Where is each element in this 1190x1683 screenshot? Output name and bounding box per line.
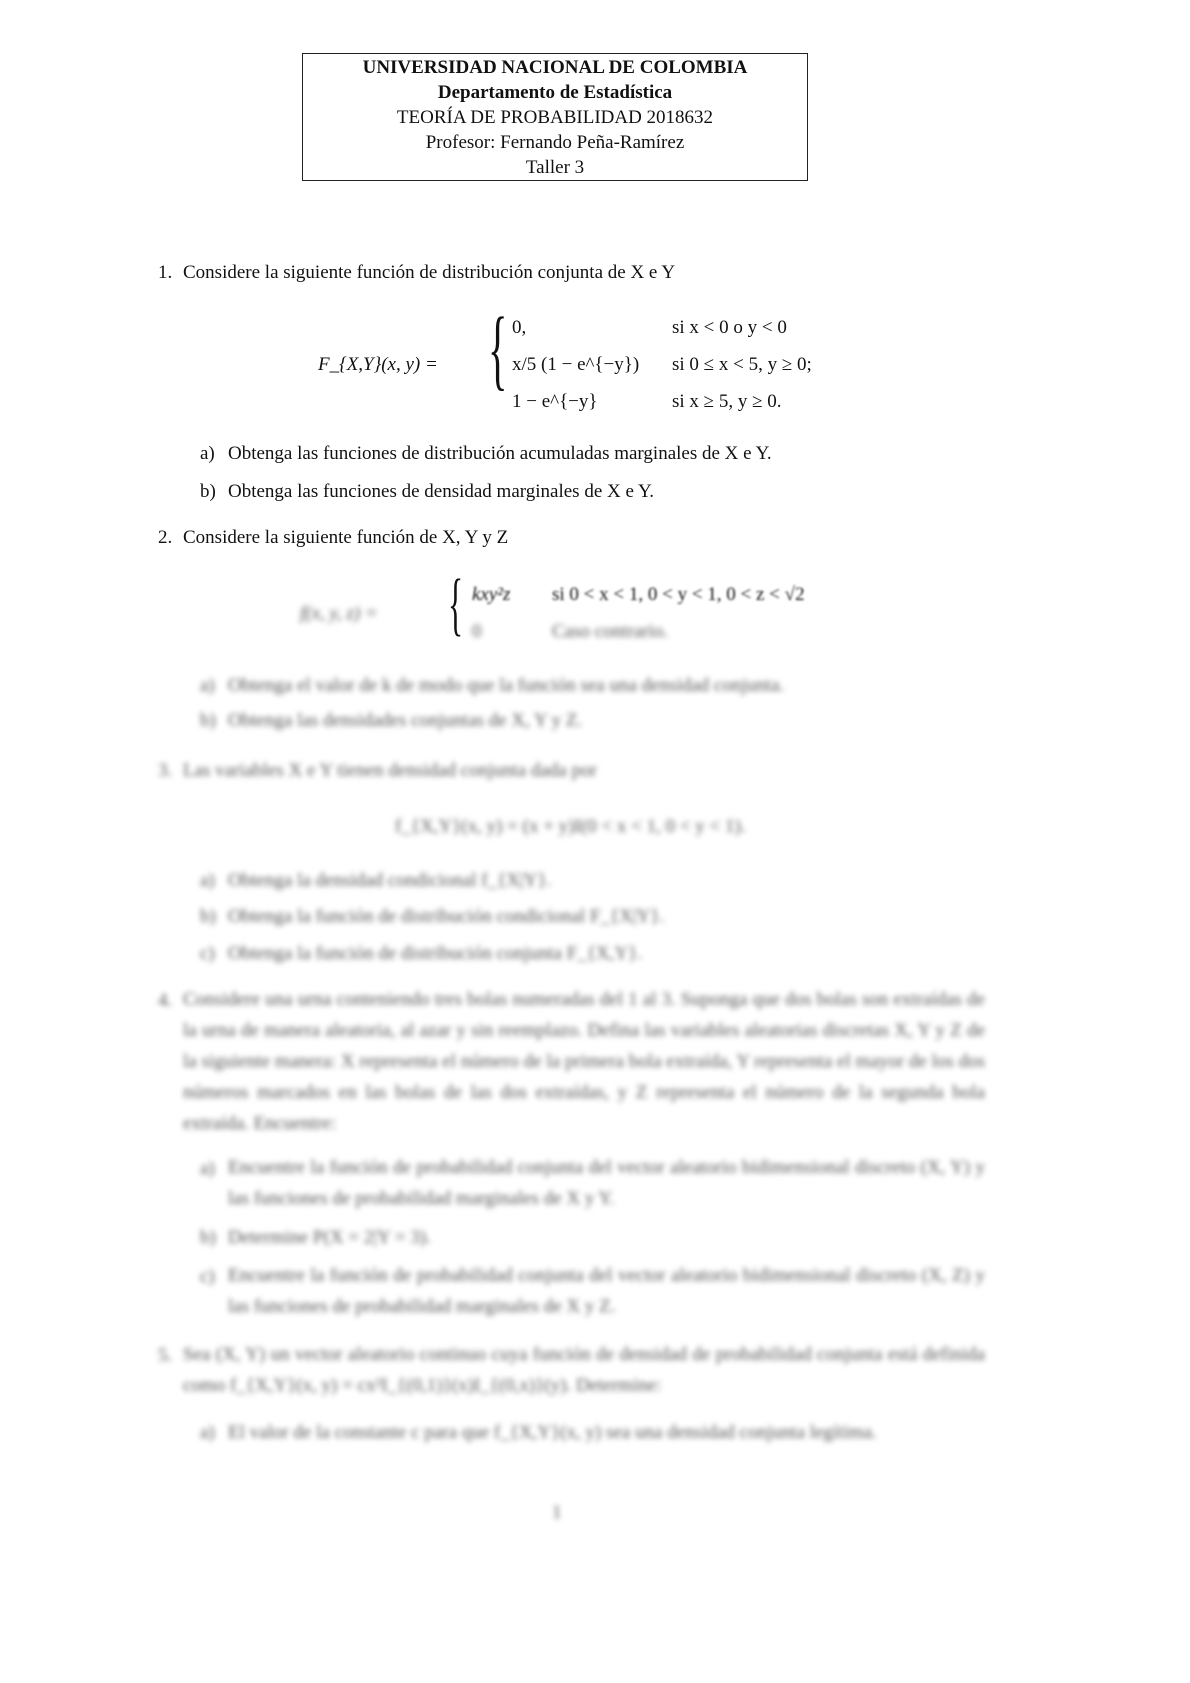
part-text: Obtenga las funciones de densidad marginales de X e Y. xyxy=(228,481,654,502)
brace: { xyxy=(448,566,464,643)
formula: f_{X,Y}(x, y) = (x + y)I(0 < x < 1, 0 < y < 1). xyxy=(395,816,746,837)
problem-number: 1. xyxy=(158,262,173,283)
part-label: b) xyxy=(200,481,216,502)
problem-number: 5. xyxy=(158,1345,173,1366)
part-text: Obtenga las densidades conjuntas de X, Y y Z. xyxy=(228,710,583,731)
case-cond: si x ≥ 5, y ≥ 0. xyxy=(672,391,782,412)
case-cond: Caso contrario. xyxy=(552,621,669,642)
part-text: Obtenga la densidad condicional f_{X|Y}. xyxy=(228,870,552,891)
problem-text: Considere la siguiente función de distribución conjunta de X e Y xyxy=(183,262,676,283)
problem-text: Considere una urna conteniendo tres bolas numeradas del 1 al 3. Suponga que dos bolas son extraídas de la urna de manera aleatoria, al azar y sin reemplazo. Defina las variables aleatorias discretas X, Y y Z de la siguiente manera: X representa el número de la primera bola extraída, Y representa el mayor de los dos números marcados en las bolas de las dos extraídas, y Z representa el número de la segunda bola extraída. Encuentre: xyxy=(183,989,985,1134)
part-text: Obtenga la función de distribución conjunta F_{X,Y}. xyxy=(228,943,642,964)
part-label: a) xyxy=(200,443,215,464)
case-cond: si 0 < x < 1, 0 < y < 1, 0 < z < √2 xyxy=(552,584,805,605)
part-label: c) xyxy=(200,1266,215,1287)
course-name: TEORÍA DE PROBABILIDAD 2018632 xyxy=(396,107,714,128)
part-text: Determine P(X = 2|Y = 3). xyxy=(228,1227,431,1248)
formula-label: f(x, y, z) = xyxy=(300,603,378,624)
part-label: a) xyxy=(200,675,215,696)
problem-number: 2. xyxy=(158,527,173,548)
formula-label: F_{X,Y}(x, y) = xyxy=(318,354,438,375)
department-name: Departamento de Estadística xyxy=(437,82,673,103)
brace: { xyxy=(488,300,508,399)
part-label: a) xyxy=(200,1422,215,1443)
header-box xyxy=(302,53,808,181)
problem-number: 3. xyxy=(158,760,173,781)
page-number: 1 xyxy=(552,1502,562,1523)
part-text: Encuentre la función de probabilidad conjunta del vector aleatorio bidimensional discreto (X, Z) y las funciones de probabilidad marginales de X y Z. xyxy=(228,1265,985,1317)
part-text: Obtenga la función de distribución condicional F_{X|Y}. xyxy=(228,906,665,927)
professor-name: Profesor: Fernando Peña-Ramírez xyxy=(425,132,685,153)
case-expr: 0, xyxy=(512,317,527,338)
case-cond: si x < 0 o y < 0 xyxy=(672,317,787,338)
problem-text: Sea (X, Y) un vector aleatorio continuo cuya función de densidad de probabilidad conjunta está definida como f_{X,Y}(x, y) = cx²I_{(0,1)}(x)I_{(0,x)}(y). Determine: xyxy=(183,1344,985,1396)
case-cond: si 0 ≤ x < 5, y ≥ 0; xyxy=(672,354,812,375)
case-expr: 1 − e^{−y} xyxy=(512,391,598,412)
part-label: a) xyxy=(200,870,215,891)
part-label: c) xyxy=(200,943,215,964)
part-text: El valor de la constante c para que f_{X,Y}(x, y) sea una densidad conjunta legítima. xyxy=(228,1422,877,1443)
assignment-title: Taller 3 xyxy=(525,157,585,178)
problem-text: Considere la siguiente función de X, Y y Z xyxy=(183,527,509,548)
problem-number: 4. xyxy=(158,990,173,1011)
case-expr: 0 xyxy=(472,621,482,642)
part-label: b) xyxy=(200,906,216,927)
university-name: UNIVERSIDAD NACIONAL DE COLOMBIA xyxy=(362,57,748,78)
part-label: b) xyxy=(200,1227,216,1248)
part-label: b) xyxy=(200,710,216,731)
part-label: a) xyxy=(200,1158,215,1179)
part-text: Encuentre la función de probabilidad conjunta del vector aleatorio bidimensional discreto (X, Y) y las funciones de probabilidad marginales de X y Y. xyxy=(228,1157,985,1209)
problem-text: Las variables X e Y tienen densidad conjunta dada por xyxy=(183,760,597,781)
part-text: Obtenga el valor de k de modo que la función sea una densidad conjunta. xyxy=(228,675,785,696)
part-text: Obtenga las funciones de distribución acumuladas marginales de X e Y. xyxy=(228,443,772,464)
case-expr: kxy²z xyxy=(472,584,511,605)
case-expr: x/5 (1 − e^{−y}) xyxy=(512,354,640,375)
